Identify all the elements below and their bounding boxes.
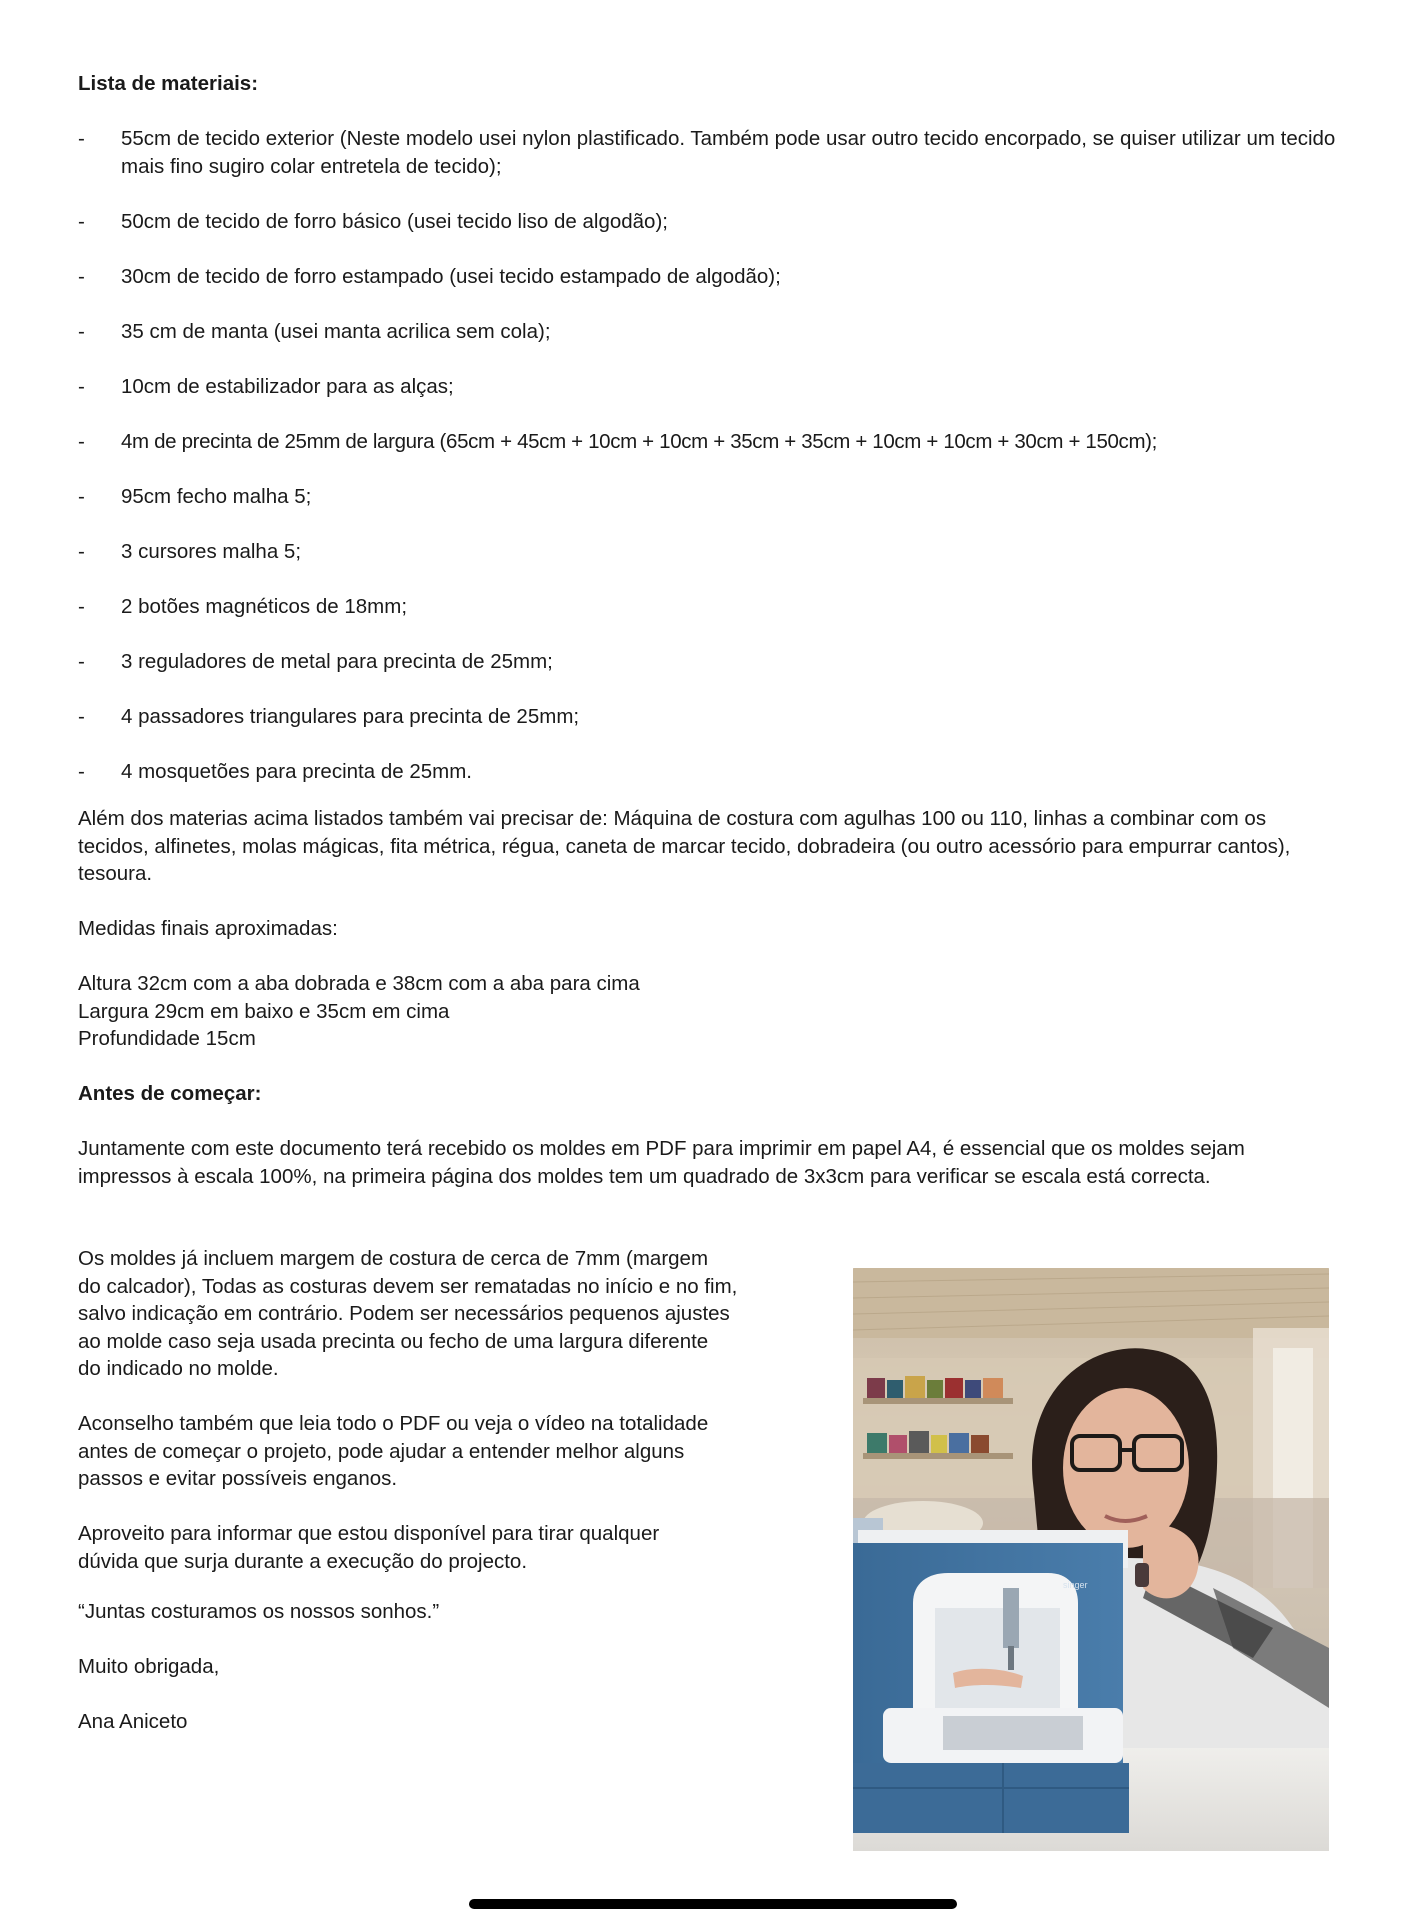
list-item-text: 2 botões magnéticos de 18mm; (121, 594, 408, 618)
list-item-text: 50cm de tecido de forro básico (usei tecido liso de algodão); (121, 209, 668, 233)
paragraph-line: ao molde caso seja usada precinta ou fecho de uma largura diferente (78, 1329, 709, 1353)
paragraph-line: do indicado no molde. (78, 1357, 279, 1380)
machine-brand-label: singer (1063, 1580, 1088, 1590)
list-item-text: 3 reguladores de metal para precinta de 25mm; (121, 649, 553, 673)
pattern-print-paragraph: Juntamente com este documento terá recebido os moldes em PDF para imprimir em papel A4, é essencial que os moldes sejam impressos à escala 100%, na primeira página dos moldes tem um quadrado de 3x3cm para verificar se escala está correcta. (78, 1137, 1245, 1188)
thanks-line: Muito obrigada, (78, 1655, 220, 1678)
list-item (78, 703, 1338, 731)
measurements-block (78, 970, 1338, 1053)
availability-paragraph (78, 1520, 808, 1575)
signature: Ana Aniceto (78, 1710, 188, 1733)
list-item-text: 95cm fecho malha 5; (121, 484, 312, 508)
paragraph-line: Os moldes já incluem margem de costura de cerca de 7mm (margem (78, 1247, 709, 1270)
bullet-dash: - (78, 429, 85, 453)
materials-list (78, 125, 1338, 785)
list-item (78, 648, 1338, 676)
list-item (78, 428, 1338, 456)
bullet-dash: - (78, 594, 85, 618)
list-item-text: 30cm de tecido de forro estampado (usei tecido estampado de algodão); (121, 264, 781, 288)
list-item-text: 55cm de tecido exterior (Neste modelo usei nylon plastificado. Também pode usar outro tecido encorpado, se quiser utilizar um tecido mais fino sugiro colar entretela de tecido); (121, 127, 1336, 178)
bullet-dash: - (78, 209, 85, 233)
list-item (78, 373, 1338, 401)
list-item (78, 593, 1338, 621)
author-with-sewing-machine-illustration (853, 1268, 1329, 1851)
list-item-text: 10cm de estabilizador para as alças; (121, 374, 454, 398)
paragraph-line: salvo indicação em contrário. Podem ser necessários pequenos ajustes (78, 1302, 730, 1325)
author-photo (853, 1268, 1329, 1851)
paragraph-line: dúvida que surja durante a execução do projecto. (78, 1549, 528, 1573)
quote: “Juntas costuramos os nossos sonhos.” (78, 1600, 440, 1623)
seam-allowance-paragraph (78, 1245, 808, 1383)
list-item (78, 318, 1338, 346)
bullet-dash: - (78, 759, 85, 783)
watch (1135, 1563, 1149, 1587)
home-indicator-bar[interactable] (469, 1899, 957, 1909)
list-item (78, 263, 1338, 291)
list-item (78, 538, 1338, 566)
bullet-dash: - (78, 319, 85, 343)
list-item-text: 35 cm de manta (usei manta acrilica sem cola); (121, 319, 551, 343)
list-item (78, 125, 1338, 180)
bullet-dash: - (78, 539, 85, 563)
materials-heading: Lista de materiais: (78, 72, 259, 95)
extra-materials-note: Além dos materias acima listados também vai precisar de: Máquina de costura com agulhas 100 ou 110, linhas a combinar com os tecidos, alfinetes, molas mágicas, fita métrica, régua, caneta de marcar tecido, dobradeira (ou outro acessório para empurrar cantos), tesoura. (78, 807, 1291, 885)
list-item-text: 4 passadores triangulares para precinta de 25mm; (121, 704, 580, 728)
measurement-height: Altura 32cm com a aba dobrada e 38cm com a aba para cima (78, 972, 640, 995)
paragraph-line: antes de começar o projeto, pode ajudar a entender melhor alguns (78, 1439, 685, 1463)
list-item (78, 208, 1338, 236)
list-item-text: 4m de precinta de 25mm de largura (65cm + 45cm + 10cm + 10cm + 35cm + 35cm + 10cm + 10cm + 30cm + 150cm); (121, 429, 1158, 453)
list-item-text: 4 mosquetões para precinta de 25mm. (121, 759, 472, 783)
list-item-text: 3 cursores malha 5; (121, 539, 302, 563)
bullet-dash: - (78, 264, 85, 288)
advice-paragraph (78, 1410, 808, 1493)
paragraph-line: Aproveito para informar que estou disponível para tirar qualquer (78, 1522, 660, 1545)
list-item (78, 483, 1338, 511)
measurements-heading: Medidas finais aproximadas: (78, 917, 338, 940)
measurement-depth: Profundidade 15cm (78, 1027, 256, 1050)
list-item (78, 758, 1338, 786)
paragraph-line: do calcador), Todas as costuras devem ser rematadas no início e no fim, (78, 1274, 738, 1298)
bullet-dash: - (78, 704, 85, 728)
bullet-dash: - (78, 374, 85, 398)
before-start-heading: Antes de começar: (78, 1082, 262, 1105)
bullet-dash: - (78, 649, 85, 673)
paragraph-line: Aconselho também que leia todo o PDF ou veja o vídeo na totalidade (78, 1412, 709, 1435)
bullet-dash: - (78, 127, 85, 150)
measurement-width: Largura 29cm em baixo e 35cm em cima (78, 999, 450, 1023)
bullet-dash: - (78, 484, 85, 508)
paragraph-line: passos e evitar possíveis enganos. (78, 1467, 398, 1490)
